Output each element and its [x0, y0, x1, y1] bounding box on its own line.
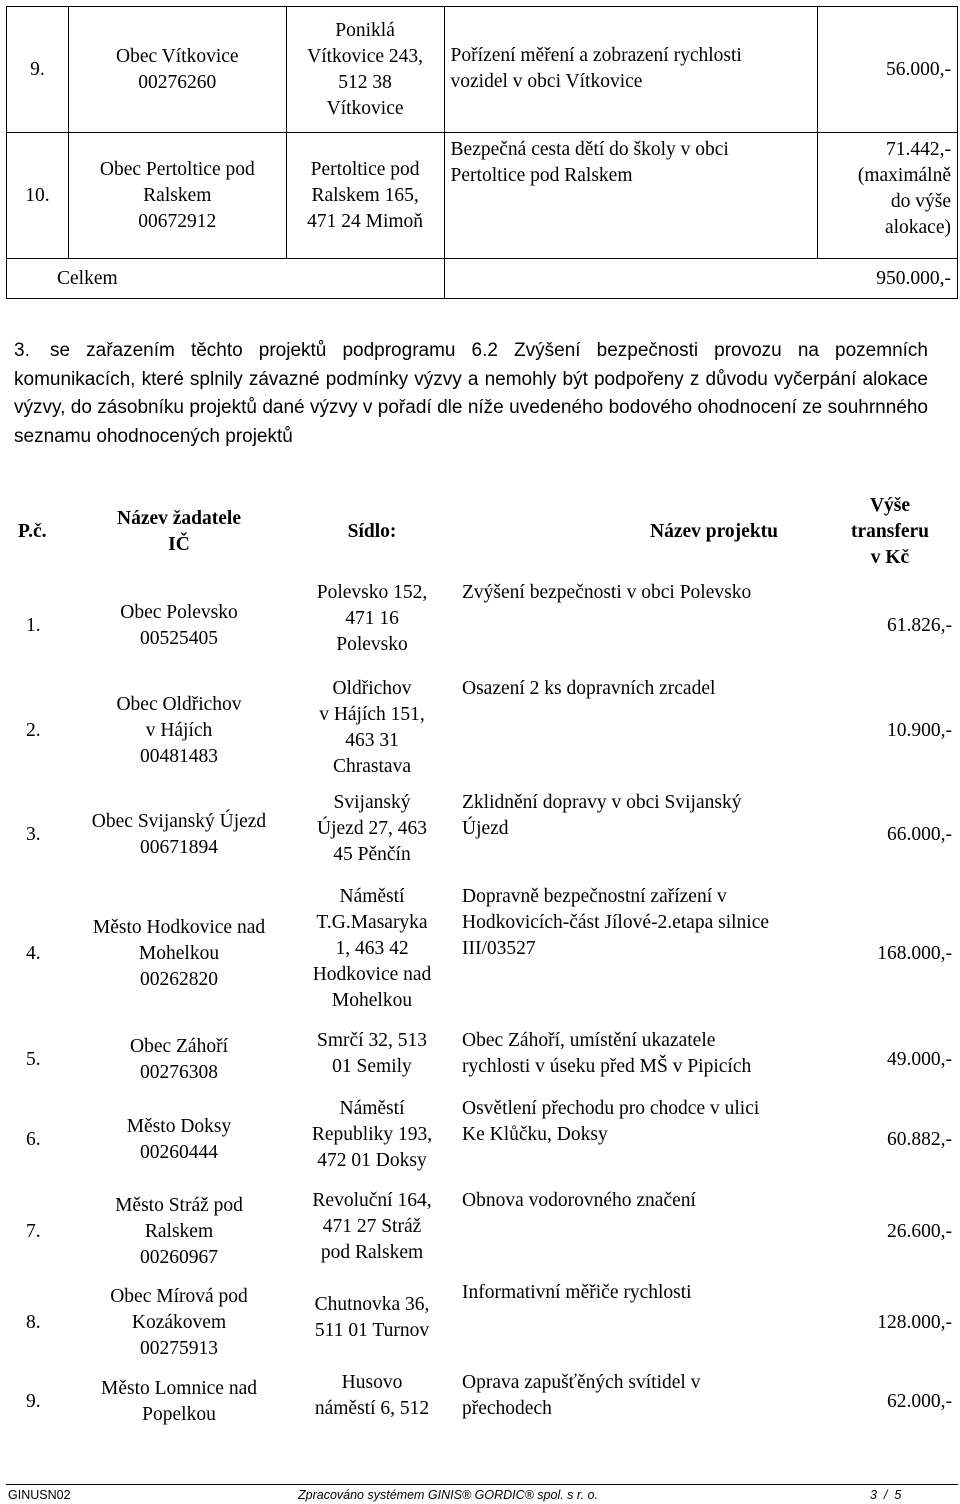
previous-projects-table: [6, 6, 958, 299]
row-number: 9.: [26, 1391, 41, 1412]
header-amount: [822, 486, 958, 578]
project-line: vozidel v obci Vítkovice: [450, 71, 643, 92]
address-line: Vítkovice 243,: [307, 45, 424, 67]
transfer-amount: 66.000,-: [887, 824, 952, 845]
row-number: 1.: [26, 615, 41, 636]
name-line: Město Doksy: [126, 1116, 232, 1137]
header-applicant: [68, 486, 290, 578]
name-line: 00671894: [140, 837, 218, 858]
project-line: Bezpečná cesta dětí do školy v obci: [450, 139, 729, 160]
paragraph-number: 3.: [14, 340, 30, 361]
project-line: Informativní měřiče rychlosti: [462, 1282, 692, 1303]
reserve-projects-table: [6, 486, 958, 1436]
project-line: III/03527: [462, 938, 536, 959]
address-line: 463 31: [345, 730, 399, 751]
address-line: Husovo: [341, 1372, 403, 1393]
applicant-address: [290, 1094, 454, 1186]
project-name: [454, 578, 822, 674]
table-header: [6, 486, 958, 578]
address-line: T.G.Masaryka: [316, 912, 428, 933]
row-number: 10.: [7, 133, 69, 259]
table-row: [6, 882, 958, 1026]
address-line: Hodkovice nad: [312, 964, 432, 985]
project-line: Ke Klůčku, Doksy: [462, 1124, 608, 1145]
applicant-address: [290, 1026, 454, 1094]
address-line: Vítkovice: [326, 97, 404, 119]
address-line: 471 16: [345, 608, 399, 629]
address-line: Svijanský: [333, 792, 411, 813]
address-line: Chutnovka 36,: [314, 1294, 430, 1315]
address-line: Pertoltice pod: [310, 158, 420, 180]
address-line: 512 38: [338, 71, 392, 93]
transfer-amount: 60.882,-: [887, 1129, 952, 1150]
table-row: [6, 1278, 958, 1368]
address-line: Oldřichov: [332, 678, 412, 699]
applicant-address: [290, 1186, 454, 1278]
transfer-amount: 26.600,-: [887, 1221, 952, 1242]
applicant-address: [290, 578, 454, 674]
project-line: Pertoltice pod Ralskem: [450, 165, 633, 186]
row-number: 9.: [7, 7, 69, 133]
address-line: 511 01 Turnov: [314, 1320, 430, 1341]
footer-page-number: 3 / 5: [870, 1488, 902, 1502]
footer-doc-code: GINUSN02: [8, 1488, 71, 1502]
transfer-amount: 128.000,-: [877, 1312, 952, 1333]
row-number: 8.: [26, 1312, 41, 1333]
address-line: 1, 463 42: [335, 938, 409, 959]
address-line: Republiky 193,: [311, 1124, 433, 1145]
name-line: Mohelkou: [138, 943, 220, 964]
name-line: Ralskem: [143, 184, 212, 206]
project-line: Osazení 2 ks dopravních zrcadel: [462, 678, 716, 699]
transfer-amount: 49.000,-: [887, 1049, 952, 1070]
amount-line: 56.000,-: [886, 58, 951, 80]
transfer-amount: [818, 7, 958, 133]
applicant-address: [286, 133, 444, 259]
amount-line: alokace): [884, 217, 951, 238]
name-line: Město Hodkovice nad: [92, 917, 266, 938]
table-row: [6, 1368, 958, 1436]
name-line: 00525405: [140, 628, 218, 649]
table-row: [7, 133, 958, 259]
header-address: Sídlo:: [347, 521, 397, 542]
project-line: Obec Záhoří, umístění ukazatele: [462, 1030, 716, 1051]
name-line: Obec Záhoří: [130, 1036, 228, 1057]
applicant-name: [68, 578, 290, 674]
resolution-paragraph: [14, 337, 928, 451]
name-line: Obec Vítkovice: [116, 45, 239, 67]
amount-line: do výše: [890, 191, 951, 212]
name-line: v Hájích: [145, 720, 213, 741]
project-line: rychlosti v úseku před MŠ v Pipicích: [462, 1056, 752, 1077]
address-line: Chrastava: [333, 756, 411, 777]
name-line: Obec Oldřichov: [116, 694, 242, 715]
transfer-amount: 61.826,-: [887, 615, 952, 636]
row-number: 7.: [26, 1221, 41, 1242]
footer-generator: Zpracováno systémem GINIS® GORDIC® spol. s r. o.: [298, 1488, 598, 1502]
project-name: [444, 133, 818, 259]
project-line: Osvětlení přechodu pro chodce v ulici: [462, 1098, 760, 1119]
name-line: Obec Svijanský Újezd: [91, 811, 267, 832]
address-line: 472 01 Doksy: [317, 1150, 427, 1171]
applicant-name: [68, 1278, 290, 1368]
total-row: [7, 259, 958, 299]
row-number: 6.: [26, 1129, 41, 1150]
applicant-address: [290, 674, 454, 788]
project-line: Obnova vodorovného značení: [462, 1190, 696, 1211]
address-line: 471 27 Stráž: [322, 1216, 422, 1237]
address-line: Polevsko: [336, 634, 408, 655]
project-name: [454, 1368, 822, 1436]
name-line: Ralskem: [144, 1221, 214, 1242]
project-line: Pořízení měření a zobrazení rychlosti: [450, 45, 742, 66]
project-name: [454, 882, 822, 1026]
applicant-name: [68, 1094, 290, 1186]
project-name: [454, 674, 822, 788]
row-number: 5.: [26, 1049, 41, 1070]
name-line: 00276260: [138, 71, 217, 93]
project-line: přechodech: [462, 1398, 552, 1419]
name-line: Město Stráž pod: [115, 1195, 243, 1216]
project-line: Hodkovicích-část Jílové-2.etapa silnice: [462, 912, 770, 933]
transfer-amount: 168.000,-: [877, 943, 952, 964]
name-line: Obec Pertoltice pod: [99, 158, 255, 180]
name-line: 00481483: [140, 746, 218, 767]
address-line: pod Ralskem: [320, 1242, 424, 1263]
applicant-address: [290, 1368, 454, 1436]
table-row: [6, 578, 958, 674]
name-line: 00260444: [140, 1142, 218, 1163]
address-line: Revoluční 164,: [312, 1190, 432, 1211]
row-number: 4.: [26, 943, 41, 964]
address-line: 01 Semily: [332, 1056, 412, 1077]
name-line: Obec Mírová pod: [110, 1286, 248, 1307]
address-line: Újezd 27, 463: [317, 818, 427, 839]
project-line: Zklidnění dopravy v obci Svijanský: [462, 792, 742, 813]
header-number: P.č.: [18, 521, 47, 542]
name-line: Kozákovem: [131, 1312, 227, 1333]
name-line: Popelkou: [142, 1404, 216, 1425]
address-line: Ralskem 165,: [311, 184, 419, 206]
table-row: [6, 1094, 958, 1186]
project-line: Oprava zapušťěných svítidel v: [462, 1372, 701, 1393]
applicant-name: [68, 133, 286, 259]
project-line: Zvýšení bezpečnosti v obci Polevsko: [462, 582, 752, 603]
applicant-name: [68, 1026, 290, 1094]
transfer-amount: [818, 133, 958, 259]
address-line: v Hájích 151,: [319, 704, 425, 725]
table-row: [6, 788, 958, 882]
project-line: Újezd: [462, 818, 509, 839]
page-footer: [6, 1488, 958, 1502]
table-row: [6, 1026, 958, 1094]
address-line: 45 Pěnčín: [333, 844, 411, 865]
header-line: Název žadatele: [117, 508, 241, 529]
applicant-address: [290, 882, 454, 1026]
name-line: 00275913: [140, 1338, 218, 1359]
address-line: Poniklá: [335, 19, 395, 41]
applicant-address: [290, 788, 454, 882]
name-line: Město Lomnice nad: [101, 1378, 257, 1399]
row-number: 3.: [26, 824, 41, 845]
amount-line: (maximálně: [857, 165, 951, 186]
name-line: 00276308: [140, 1062, 218, 1083]
applicant-name: [68, 1186, 290, 1278]
project-name: [454, 1026, 822, 1094]
project-name: [454, 1186, 822, 1278]
footer-divider: [6, 1484, 958, 1485]
project-name: [454, 1278, 822, 1368]
address-line: Mohelkou: [331, 990, 413, 1011]
address-line: Náměstí: [339, 886, 405, 907]
header-line: v Kč: [870, 547, 910, 568]
applicant-address: [286, 7, 444, 133]
project-line: Dopravně bezpečnostní zařízení v: [462, 886, 727, 907]
project-name: [454, 788, 822, 882]
header-line: transferu: [851, 521, 929, 542]
total-spacer: [444, 259, 818, 299]
table-row: [7, 7, 958, 133]
address-line: Náměstí: [339, 1098, 405, 1119]
address-line: Polevsko 152,: [316, 582, 428, 603]
total-amount: 950.000,-: [818, 259, 958, 299]
transfer-amount: 62.000,-: [887, 1391, 952, 1412]
paragraph-text: se zařazením těchto projektů podprogramu 6.2 Zvýšení bezpečnosti provozu na pozemních komunikacích, které splnily závazné podmínky výzvy a nemohly být podpořeny z důvodu vyčerpání alokace výzvy, do zásobníku projektů dané výzvy v pořadí dle níže uvedeného bodového ohodnocení ze souhrnného seznamu ohodnocených projektů: [14, 340, 928, 447]
name-line: 00672912: [138, 210, 217, 232]
amount-line: 71.442,-: [886, 139, 951, 160]
name-line: 00260967: [140, 1247, 218, 1268]
address-line: Smrčí 32, 513: [317, 1030, 427, 1051]
applicant-address: [290, 1278, 454, 1368]
applicant-name: [68, 1368, 290, 1436]
applicant-name: [68, 882, 290, 1026]
row-number: 2.: [26, 720, 41, 741]
transfer-amount: 10.900,-: [887, 720, 952, 741]
table-row: [6, 1186, 958, 1278]
header-project: Název projektu: [650, 521, 778, 542]
applicant-name: [68, 7, 286, 133]
name-line: 00262820: [140, 969, 218, 990]
name-line: Obec Polevsko: [120, 602, 238, 623]
project-name: [454, 1094, 822, 1186]
header-line: IČ: [168, 534, 190, 555]
total-label: Celkem: [7, 259, 445, 299]
table-row: [6, 674, 958, 788]
applicant-name: [68, 674, 290, 788]
address-line: 471 24 Mimoň: [307, 210, 424, 232]
applicant-name: [68, 788, 290, 882]
header-line: Výše: [869, 495, 911, 516]
project-name: [444, 7, 818, 133]
address-line: náměstí 6, 512: [314, 1398, 430, 1419]
